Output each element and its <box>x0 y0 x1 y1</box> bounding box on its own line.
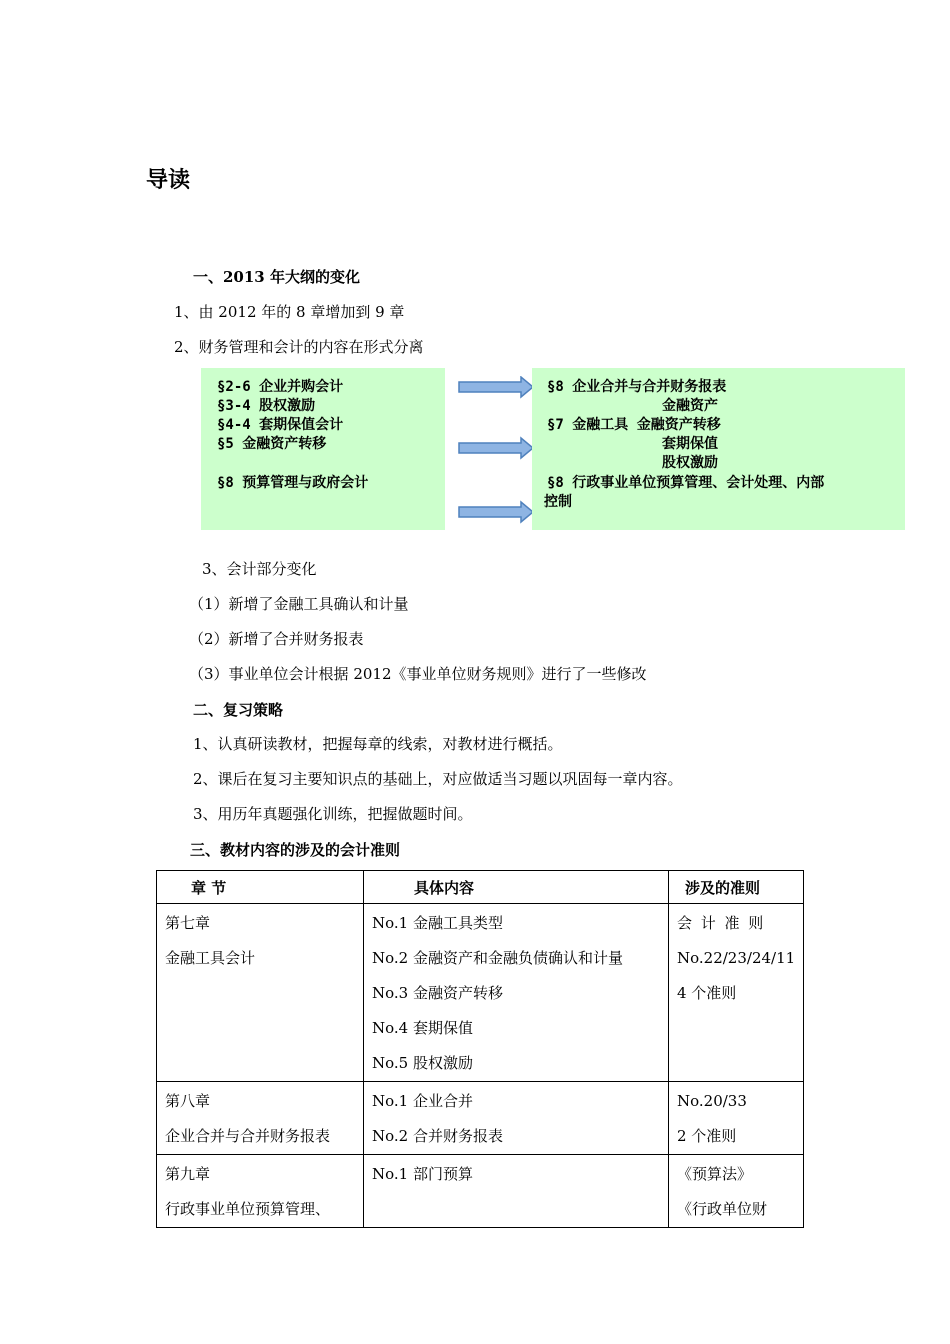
cell-line: 第七章 <box>165 914 211 932</box>
cell-line: 第八章 <box>165 1092 211 1110</box>
table-row <box>157 1082 804 1155</box>
cell-line: 行政事业单位预算管理、 <box>165 1200 331 1218</box>
list-item: （2）新增了合并财务报表 <box>189 630 364 648</box>
new-chapter-line: §8 行政事业单位预算管理、会计处理、内部 <box>547 475 825 491</box>
cell-line: No.22/23/24/11 <box>677 949 796 967</box>
table-header-cell: 章 节 <box>157 871 364 904</box>
list-item: 2、课后在复习主要知识点的基础上，对应做适当习题以巩固每一章内容。 <box>193 770 683 788</box>
new-chapters-box <box>532 368 905 530</box>
list-item: （3）事业单位会计根据 2012《事业单位财务规则》进行了一些修改 <box>189 665 647 683</box>
list-item: 2、财务管理和会计的内容在形式分离 <box>174 338 424 356</box>
chapter-cell <box>157 904 364 1082</box>
new-chapter-line: 股权激励 <box>662 455 718 471</box>
content-cell <box>364 1082 669 1155</box>
old-chapter-line: §8 预算管理与政府会计 <box>217 475 369 491</box>
right-arrow-icon <box>459 502 533 522</box>
old-chapter-line: §2-6 企业并购会计 <box>217 379 344 395</box>
list-item: 1、认真研读教材，把握每章的线索，对教材进行概括。 <box>193 735 563 753</box>
list-item: 3、会计部分变化 <box>202 560 317 578</box>
standards-table <box>156 870 804 1228</box>
cell-line: 《行政单位财 <box>677 1200 768 1218</box>
cell-line: 4 个准则 <box>677 984 737 1002</box>
content-cell <box>364 1155 669 1228</box>
list-item: 1、由 2012 年的 8 章增加到 9 章 <box>174 303 405 321</box>
chapter-cell <box>157 1155 364 1228</box>
cell-line: No.1 企业合并 <box>372 1092 473 1110</box>
new-chapter-line: 套期保值 <box>662 436 718 452</box>
cell-line: 金融工具会计 <box>165 949 256 967</box>
table-row <box>157 904 804 1082</box>
old-chapter-line: §3-4 股权激励 <box>217 398 316 414</box>
arrows-group <box>455 376 537 526</box>
new-chapter-line: 控制 <box>544 494 572 510</box>
section-heading-outline-changes: 一、2013 年大纲的变化 <box>193 268 360 286</box>
cell-line: No.4 套期保值 <box>372 1019 473 1037</box>
cell-line: 第九章 <box>165 1165 211 1183</box>
new-chapter-line: §7 金融工具 金融资产转移 <box>547 417 721 433</box>
table-header-cell: 具体内容 <box>364 871 669 904</box>
old-chapter-line: §5 金融资产转移 <box>217 436 327 452</box>
standards-cell <box>669 904 804 1082</box>
table-header-cell: 涉及的准则 <box>669 871 804 904</box>
list-item: 3、用历年真题强化训练，把握做题时间。 <box>193 805 473 823</box>
cell-line: No.5 股权激励 <box>372 1054 473 1072</box>
new-chapter-line: 金融资产 <box>662 398 718 414</box>
section-heading-standards: 三、教材内容的涉及的会计准则 <box>190 841 401 859</box>
cell-line: No.1 金融工具类型 <box>372 914 503 932</box>
content-cell <box>364 904 669 1082</box>
section-heading-review-strategy: 二、复习策略 <box>193 701 284 719</box>
table-header-row <box>157 871 804 904</box>
cell-line: No.1 部门预算 <box>372 1165 473 1183</box>
new-chapter-line: §8 企业合并与合并财务报表 <box>547 379 727 395</box>
standards-cell <box>669 1082 804 1155</box>
cell-line: 企业合并与合并财务报表 <box>165 1127 331 1145</box>
cell-line: No.2 合并财务报表 <box>372 1127 503 1145</box>
page-title: 导读 <box>146 167 191 193</box>
right-arrow-icon <box>459 438 533 458</box>
cell-line: No.2 金融资产和金融负债确认和计量 <box>372 949 623 967</box>
standards-cell <box>669 1155 804 1228</box>
list-item: （1）新增了金融工具确认和计量 <box>189 595 409 613</box>
old-chapters-box <box>201 368 445 530</box>
cell-line: 会 计 准 则 <box>677 914 766 932</box>
cell-line: No.20/33 <box>677 1092 747 1110</box>
cell-line: No.3 金融资产转移 <box>372 984 503 1002</box>
table-row <box>157 1155 804 1228</box>
cell-line: 《预算法》 <box>677 1165 753 1183</box>
right-arrow-icon <box>459 377 533 397</box>
old-chapter-line: §4-4 套期保值会计 <box>217 417 344 433</box>
chapter-cell <box>157 1082 364 1155</box>
cell-line: 2 个准则 <box>677 1127 737 1145</box>
